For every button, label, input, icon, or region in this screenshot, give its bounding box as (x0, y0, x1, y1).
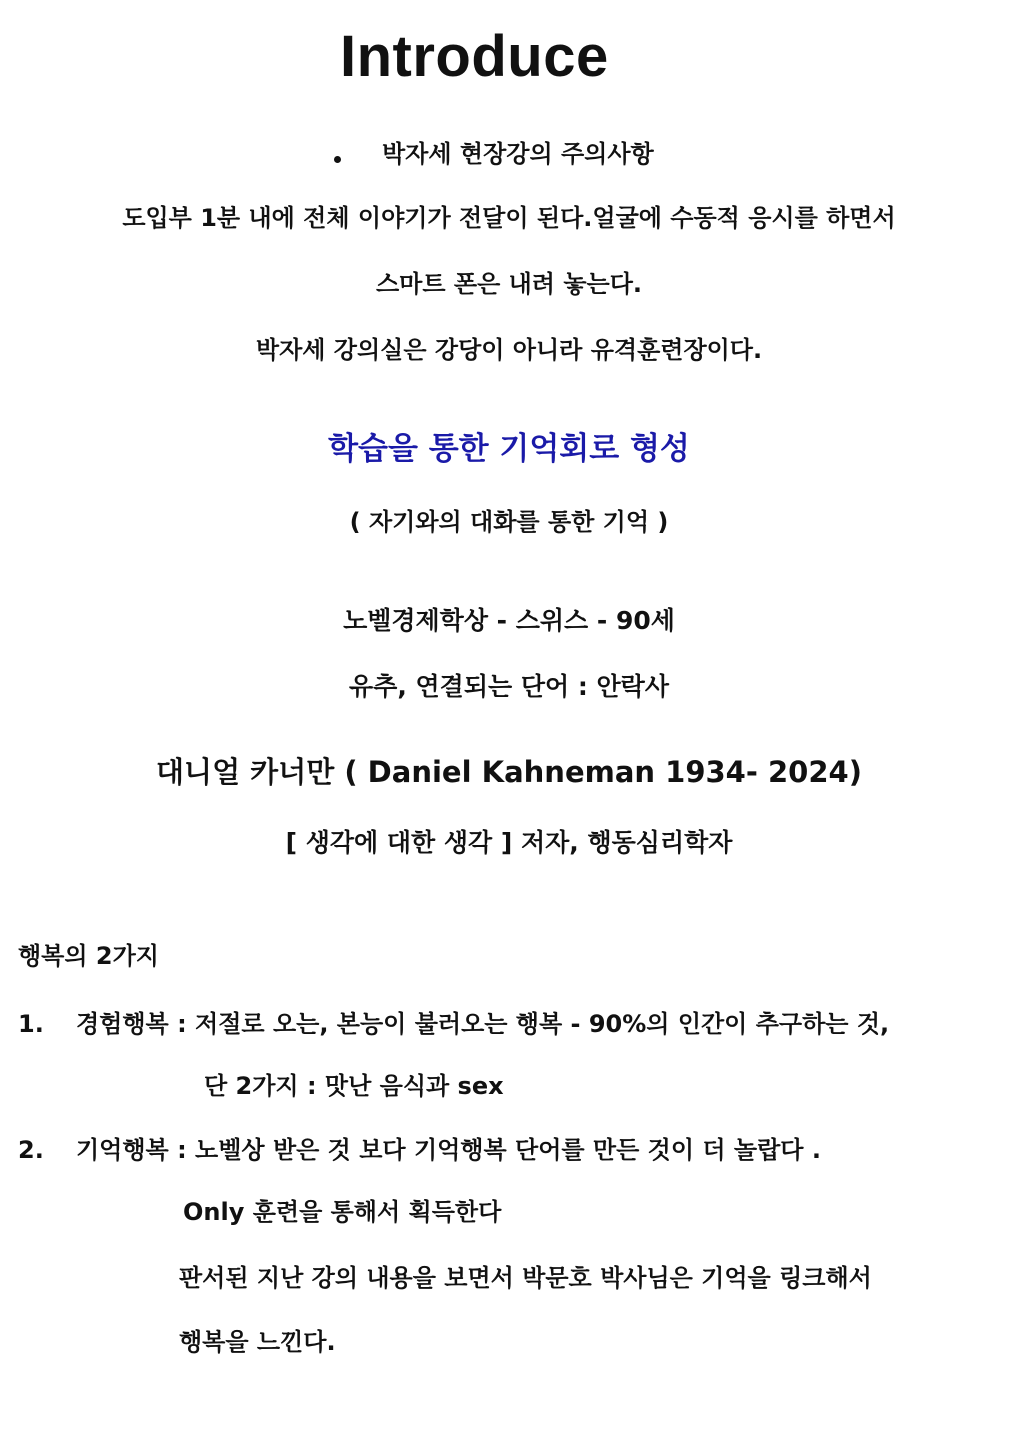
list-item-subline: Only 훈련을 통해서 획득한다 (183, 1198, 502, 1226)
book-line: [ 생각에 대한 생각 ] 저자, 행동심리학자 (285, 828, 733, 857)
association-line: 유추, 연결되는 단어 : 안락사 (349, 672, 669, 701)
intro-line-2: 스마트 폰은 내려 놓는다. (375, 270, 643, 298)
intro-line-3: 박자세 강의실은 강당이 아니라 유격훈련장이다. (255, 336, 763, 364)
page-title: Introduce (340, 24, 609, 89)
list-item-text: 기억행복 : 노벨상 받은 것 보다 기억행복 단어를 만든 것이 더 놀랍다 . (76, 1136, 821, 1164)
intro-line-1: 도입부 1분 내에 전체 이야기가 전달이 된다.얼굴에 수동적 응시를 하면서 (122, 204, 896, 232)
list-item-text: 경험행복 : 저절로 오는, 본능이 불러오는 행복 - 90%의 인간이 추구하는 것, (76, 1010, 890, 1038)
section-subheading: ( 자기와의 대화를 통한 기억 ) (349, 508, 669, 536)
list-item-subline: 판서된 지난 강의 내용을 보면서 박문호 박사님은 기억을 링크해서 (179, 1264, 872, 1292)
section-heading: 학습을 통한 기억회로 형성 (328, 431, 690, 467)
person-line: 대니얼 카너만 ( Daniel Kahneman 1934- 2024) (156, 755, 862, 789)
happiness-title: 행복의 2가지 (18, 942, 159, 970)
list-item-number: 1. (18, 1010, 44, 1038)
list-item-number: 2. (18, 1136, 44, 1164)
nobel-line: 노벨경제학상 - 스위스 - 90세 (343, 606, 675, 635)
list-item-subline: 행복을 느낀다. (179, 1328, 336, 1356)
intro-bullet-text: 박자세 현장강의 주의사항 (382, 140, 654, 168)
bullet-icon (334, 156, 341, 163)
list-item-subline: 단 2가지 : 맛난 음식과 sex (204, 1072, 504, 1100)
